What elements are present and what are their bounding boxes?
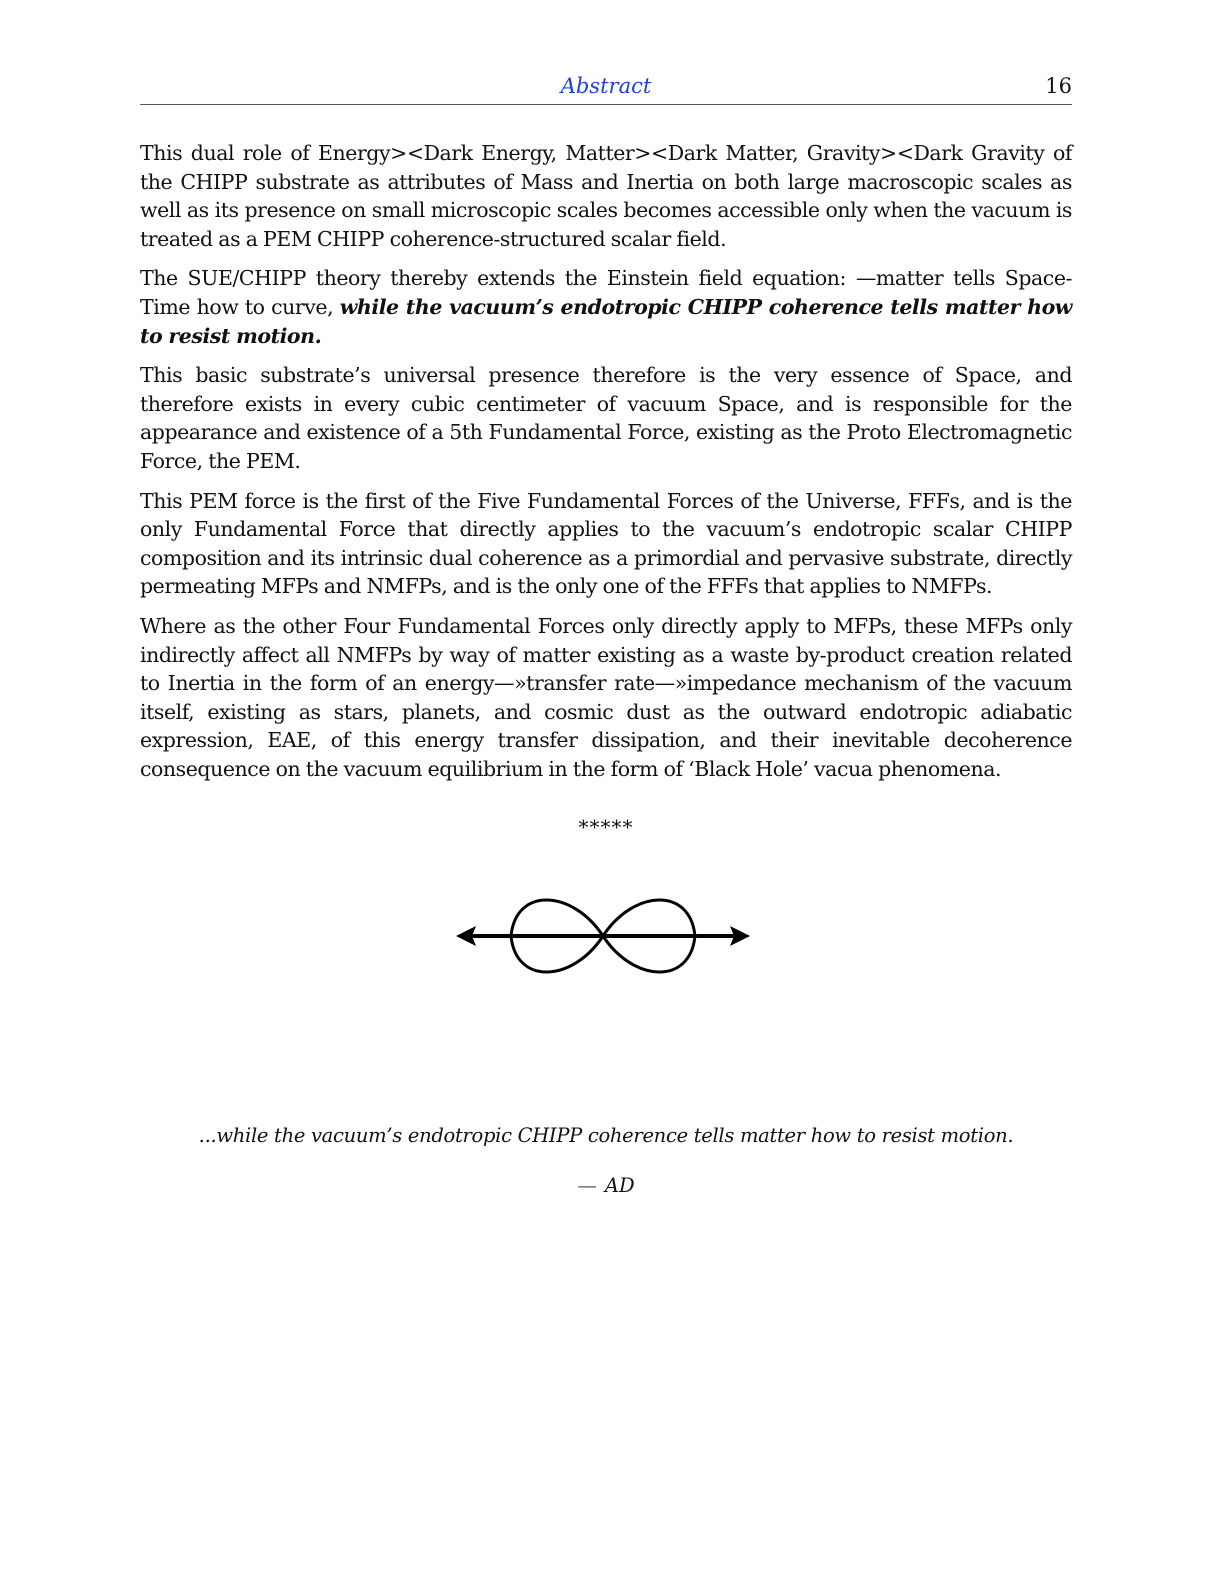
epigraph-attribution — [140, 1174, 1072, 1197]
header-section-title[interactable]: Abstract — [560, 74, 652, 98]
paragraph-dual-role: This dual role of Energy><Dark Energy, Matter><Dark Matter, Gravity><Dark Gravity of the CHIPP substrate as attributes of Mass and Inertia on both large macroscopic scales as well as its presence on small microscopic scales becomes accessible only when the vacuum is treated as a PEM CHIPP coherence-structured scalar field. — [140, 141, 1072, 251]
infinity-with-double-arrow-icon — [448, 880, 758, 992]
page — [140, 0, 1072, 1576]
paragraph-einstein-text: The SUE/CHIPP theory thereby extends the Einstein field equation: —matter tells Space-Time how to curve, — [140, 266, 1072, 319]
paragraph-einstein-extension — [140, 264, 1072, 350]
epigraph-author: AD — [604, 1174, 635, 1197]
body-text — [140, 139, 1072, 794]
section-separator: ***** — [578, 815, 634, 839]
attribution-dash: — — [577, 1174, 597, 1197]
epigraph-quote: ...while the vacuum’s endotropic CHIPP coherence tells matter how to resist motion. — [198, 1124, 1014, 1147]
paragraph-four-forces: Where as the other Four Fundamental Forces only directly apply to MFPs, these MFPs only indirectly affect all NMFPs by way of matter existing as a waste by-product creation related to Inertia in the form of an energy—»transfer rate—»impedance mechanism of the vacuum itself, existing as stars, planets, and cosmic dust as the outward endotropic adiabatic expression, EAE, of this energy transfer dissipation, and their inevitable decoherence consequence on the vacuum equilibrium in the form of ‘Black Hole’ vacua phenomena. — [140, 613, 1072, 781]
infinity-figure-svg — [448, 880, 758, 992]
emphasized-statement: while the vacuum’s endotropic CHIPP coherence tells matter how to resist motion. — [140, 294, 1073, 348]
paragraph-substrate-presence: This basic substrate’s universal presence therefore is the very essence of Space, and therefore exists in every cubic centimeter of vacuum Space, and is responsible for the appearance and existence of a 5th Fundamental Force, existing as the Proto Electromagnetic Force, the PEM. — [140, 363, 1072, 473]
page-number: 16 — [1045, 74, 1072, 98]
paragraph-pem-force: This PEM force is the first of the Five Fundamental Forces of the Universe, FFFs, and is the only Fundamental Force that directly applies to the vacuum’s endotropic scalar CHIPP composition and its intrinsic dual coherence as a primordial and pervasive substrate, directly permeating MFPs and NMFPs, and is the only one of the FFFs that applies to NMFPs. — [140, 488, 1072, 599]
running-header — [140, 70, 1072, 105]
